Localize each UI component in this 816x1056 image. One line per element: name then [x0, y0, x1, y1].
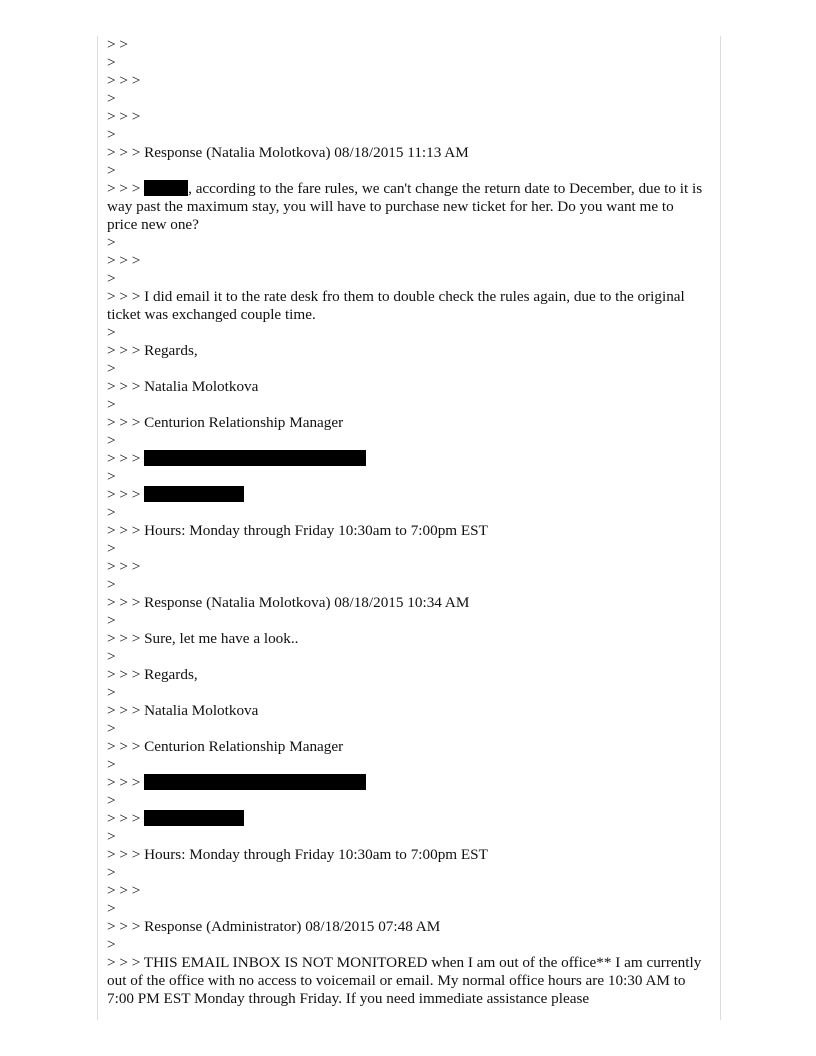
signature-name: > > > Natalia Molotkova — [107, 378, 259, 395]
quote-line: > > > — [107, 108, 141, 125]
quote-line: > — [107, 828, 116, 845]
quote-line: > > — [107, 36, 128, 53]
redacted-email — [144, 774, 366, 790]
quote-line: > — [107, 270, 116, 287]
signature-phone-line — [107, 810, 707, 828]
quote-prefix: > > > — [107, 774, 145, 791]
quote-line: > — [107, 432, 116, 449]
quote-line: > — [107, 504, 116, 521]
signature-title: > > > Centurion Relationship Manager — [107, 414, 344, 431]
signature-name: > > > Natalia Molotkova — [107, 702, 259, 719]
signature-regards: > > > Regards, — [107, 666, 198, 683]
response-header: > > > Response (Natalia Molotkova) 08/18/2015 11:13 AM — [107, 144, 469, 161]
signature-email-line — [107, 774, 707, 792]
quote-prefix: > > > — [107, 810, 145, 827]
quote-line: > — [107, 162, 116, 179]
signature-hours: > > > Hours: Monday through Friday 10:30am to 7:00pm EST — [107, 522, 488, 539]
quote-line: > — [107, 468, 116, 485]
response-header: > > > Response (Administrator) 08/18/2015 07:48 AM — [107, 918, 441, 935]
signature-hours: > > > Hours: Monday through Friday 10:30am to 7:00pm EST — [107, 846, 488, 863]
quote-line: > — [107, 126, 116, 143]
redacted-phone — [144, 810, 244, 826]
quote-line: > — [107, 792, 116, 809]
email-thread — [107, 36, 707, 1008]
redacted-phone — [144, 486, 244, 502]
quote-prefix: > > > — [107, 450, 145, 467]
quote-prefix: > > > — [107, 180, 145, 197]
quote-line: > — [107, 54, 116, 71]
quote-line: > — [107, 936, 116, 953]
quote-line: > — [107, 540, 116, 557]
message-paragraph — [107, 180, 707, 234]
quote-line: > — [107, 684, 116, 701]
quote-line: > > > — [107, 558, 141, 575]
signature-phone-line — [107, 486, 707, 504]
quote-line: > — [107, 648, 116, 665]
signature-email-line — [107, 450, 707, 468]
quote-line: > — [107, 234, 116, 251]
quote-line: > — [107, 576, 116, 593]
quote-line: > — [107, 864, 116, 881]
redacted-name — [144, 180, 188, 196]
quote-line: > > > — [107, 72, 141, 89]
response-header: > > > Response (Natalia Molotkova) 08/18/2015 10:34 AM — [107, 594, 470, 611]
quote-line: > > > — [107, 882, 141, 899]
signature-regards: > > > Regards, — [107, 342, 198, 359]
quote-line: > — [107, 900, 116, 917]
quote-line: > — [107, 612, 116, 629]
message-paragraph: > > > I did email it to the rate desk fro them to double check the rules again, due to the original ticket was exchanged couple time. — [107, 288, 689, 323]
quote-line: > — [107, 360, 116, 377]
message-paragraph: > > > Sure, let me have a look.. — [107, 630, 299, 647]
quote-line: > — [107, 396, 116, 413]
quote-prefix: > > > — [107, 486, 145, 503]
quote-line: > — [107, 324, 116, 341]
signature-title: > > > Centurion Relationship Manager — [107, 738, 344, 755]
redacted-email — [144, 450, 366, 466]
quote-line: > > > — [107, 252, 141, 269]
message-text: , according to the fare rules, we can't change the return date to December, due to it is way past the maximum stay, you will have to purchase new ticket for her. Do you want me to price new one? — [107, 180, 706, 233]
quote-line: > — [107, 720, 116, 737]
quote-line: > — [107, 90, 116, 107]
quote-line: > — [107, 756, 116, 773]
message-paragraph: > > > THIS EMAIL INBOX IS NOT MONITORED when I am out of the office** I am currently out of the office with no access to voicemail or email. My normal office hours are 10:30 AM to 7:00 PM EST Monday through Friday. If you need immediate assistance please — [107, 954, 706, 1007]
